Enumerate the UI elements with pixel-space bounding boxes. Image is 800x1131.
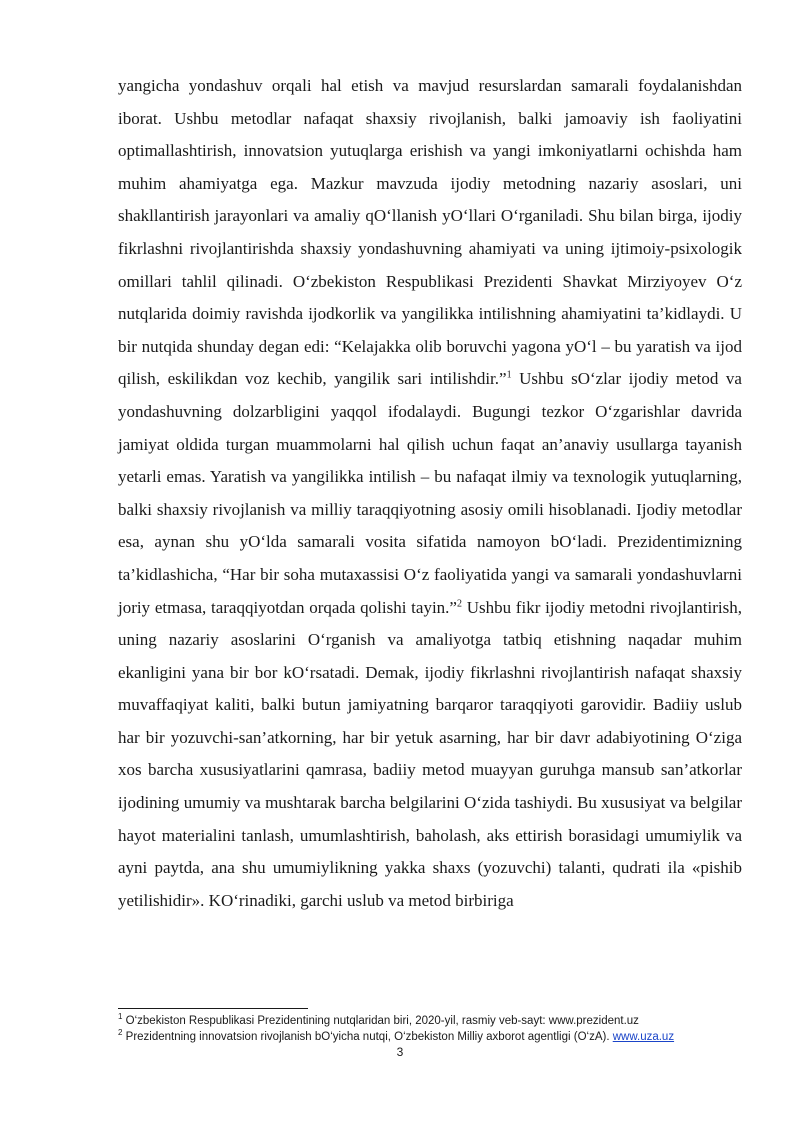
page-number: 3 [396, 1045, 404, 1059]
footnote-1-text: O‘zbekiston Respublikasi Prezidentining nutqlaridan biri, 2020-yil, rasmiy veb-sayt: www.prezident.uz [122, 1015, 639, 1027]
footnote-reference-2[interactable]: 2 [456, 597, 462, 609]
body-text-part-3: Ushbu fikr ijodiy metodni rivojlantirish, uning nazariy asoslarini O‘rganish va amaliyotga tatbiq etishning naqadar muhim ekanligini yana bir bor kO‘rsatadi. Demak, ijodiy fikrlashni rivojlantirish nafaqat shaxsiy muvaffaqiyat kaliti, balki butun jamiyatning barqaror taraqqiyoti garovidir. Badiiy uslub har bir yozuvchi-san’atkorning, har bir yetuk asarning, har bir davr adabiyotining O‘ziga xos barcha xususiyatlarini qamrasa, badiiy metod muayyan guruhga mansub san’atkorlar ijodining umumiy va mushtarak barcha belgilarini O‘zida tashiydi. Bu xususiyat va belgilar hayot materialini tanlash, umumlashtirish, baholash, aks ettirish borasidagi umumiylik va ayni paytda, ana shu umumiylikning yakka shaxs (yozuvchi) talanti, qudrati ila «pishib yetilishidir». KO‘rinadiki, garchi uslub va metod birbiriga [118, 597, 742, 910]
body-paragraph [118, 70, 742, 917]
footnote-reference-1[interactable]: 1 [506, 369, 512, 381]
footnote-2 [118, 1029, 758, 1045]
body-text-part-1: yangicha yondashuv orqali hal etish va mavjud resurslardan samarali foydalanishdan iborat. Ushbu metodlar nafaqat shaxsiy rivojlanish, balki jamoaviy ish faoliyatini optimallashtirish, innovatsion yutuqlarga erishish va yangi imkoniyatlarni ochishda ham muhim ahamiyatga ega. Mazkur mavzuda ijodiy metodning nazariy asoslari, uni shakllantirish jarayonlari va amaliy qO‘llanish yO‘llari O‘rganiladi. Shu bilan birga, ijodiy fikrlashni rivojlantirishda shaxsiy yondashuvning ahamiyati va uning ijtimoiy-psixologik omillari tahlil qilinadi. O‘zbekiston Respublikasi Prezidenti Shavkat Mirziyoyev O‘z nutqlarida doimiy ravishda ijodkorlik va yangilikka intilishning ahamiyatini ta’kidlaydi. U bir nutqida shunday degan edi: “Kelajakka olib boruvchi yagona yO‘l – bu yaratish va ijod qilish, eskilikdan voz kechib, yangilik sari intilishdir.” [118, 76, 742, 389]
body-text-part-2: Ushbu sO‘zlar ijodiy metod va yondashuvning dolzarbligini yaqqol ifodalaydi. Bugungi tezkor O‘zgarishlar davrida jamiyat oldida turgan muammolarni hal qilish uchun faqat an’anaviy usullarga tayanish yetarli emas. Yaratish va yangilikka intilish – bu nafaqat ilmiy va texnologik yutuqlarning, balki shaxsiy rivojlanish va milliy taraqqiyotning asosiy omili hisoblanadi. Ijodiy metodlar esa, aynan shu yO‘lda samarali vosita sifatida namoyon bO‘ladi. Prezidentimizning ta’kidlashicha, “Har bir soha mutaxassisi O‘z faoliyatida yangi va samarali yondashuvlarni joriy etmasa, taraqqiyotdan orqada qolishi tayin.” [118, 369, 742, 617]
footnote-1 [118, 1013, 758, 1029]
document-page [118, 70, 742, 917]
footnote-2-marker: 2 [118, 1028, 123, 1038]
footnote-1-marker: 1 [118, 1012, 123, 1022]
footnote-separator [118, 1008, 308, 1009]
footnotes [118, 1013, 758, 1045]
footnote-2-text: Prezidentning innovatsion rivojlanish bO‘yicha nutqi, O‘zbekiston Milliy axborot agentligi (O‘zA). [122, 1031, 613, 1043]
footnote-2-link[interactable]: www.uza.uz [612, 1031, 675, 1043]
